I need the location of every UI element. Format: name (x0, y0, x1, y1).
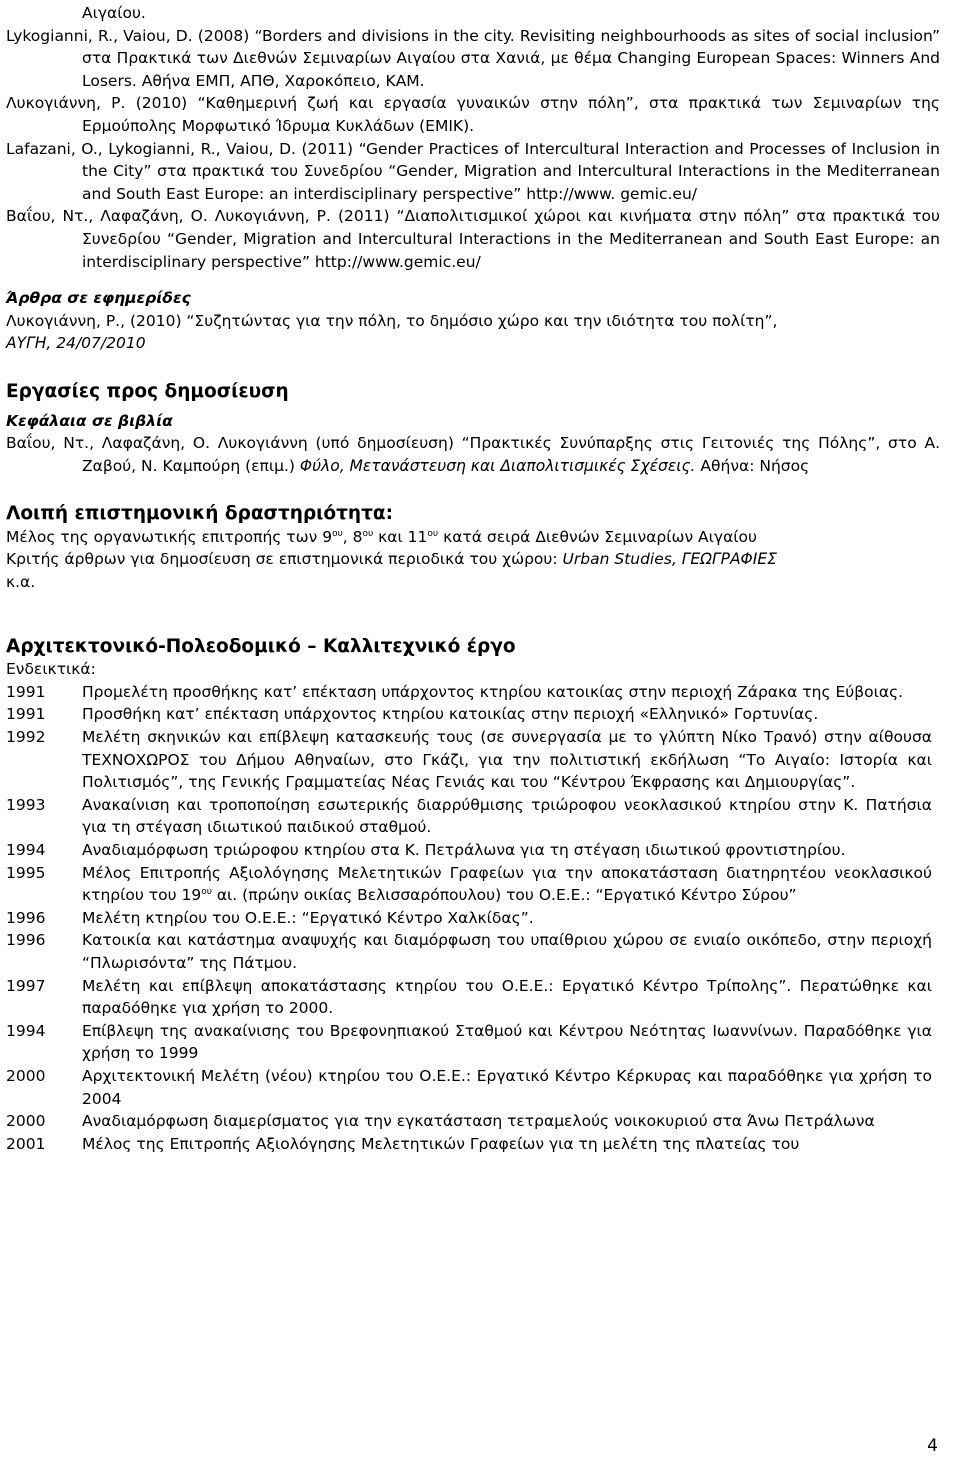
architecture-item-year: 1991 (6, 682, 46, 701)
architecture-item-text: Επίβλεψη της ανακαίνισης του Βρεφονηπιακού Σταθμού και Κέντρου Νεότητας Ιωαννίνων. Παραδόθηκε για χρήση το 1999 (82, 1021, 932, 1063)
architecture-item-text: Μέλος της Επιτροπής Αξιολόγησης Μελετητικών Γραφείων για τη μελέτη της πλατείας του (82, 1134, 800, 1153)
document-body (0, 2, 940, 1155)
architecture-item (0, 703, 940, 726)
architecture-item-year: 1994 (6, 1021, 46, 1040)
architecture-item-text: Αρχιτεκτονική Μελέτη (νέου) κτηρίου του Ο.Ε.Ε.: Εργατικό Κέντρο Κέρκυρας και παραδόθηκε για χρήση το 2004 (82, 1066, 932, 1108)
forthcoming-entry-prefix: Βαΐου, Ντ., Λαφαζάνη, Ο. Λυκογιάννη (υπό δημοσίευση) “Πρακτικές Συνύπαρξης στις Γειτονιές της Πόλης”, στο Α. Ζαβού, Ν. Καμπούρη (επιμ.) (6, 434, 940, 475)
architecture-intro: Ενδεικτικά: (6, 660, 96, 679)
architecture-item-text: Αναδιαμόρφωση διαμερίσματος για την εγκατάσταση τετραμελούς νοικοκυριού στα Άνω Πετράλωνα (82, 1112, 875, 1131)
journal-names: Urban Studies, ΓΕΩΓΡΑΦΙΕΣ (562, 550, 777, 569)
section-heading-other-activity: Λοιπή επιστημονική δραστηριότητα: (6, 503, 393, 525)
architecture-item-year: 1991 (6, 705, 46, 724)
architecture-list (0, 681, 940, 1155)
forthcoming-entry-book: Φύλο, Μετανάστευση και Διαπολιτισμικές Σχέσεις. (299, 456, 696, 475)
architecture-item-year: 2001 (6, 1134, 46, 1153)
forthcoming-entry (0, 432, 940, 477)
continued-line: Αιγαίου. (82, 4, 146, 22)
architecture-item-text: Ανακαίνιση και τροποποίηση εσωτερικής διαρρύθμισης τριώροφου νεοκλασικού κτηρίου στην Κ. Πατήσια για τη στέγαση ιδιωτικού παιδικού σταθμού. (82, 795, 932, 837)
section-heading-architecture: Αρχιτεκτονικό-Πολεοδομικό – Καλλιτεχνικό έργο (6, 635, 516, 657)
section-heading-forthcoming: Εργασίες προς δημοσίευση (6, 380, 289, 402)
architecture-item (0, 726, 940, 794)
architecture-item-text: Προμελέτη προσθήκης κατ’ επέκταση υπάρχοντος κτηρίου κατοικίας στην περιοχή Ζάρακα της Εύβοιας. (82, 682, 904, 701)
other-activity-line-2: Κριτής άρθρων για δημοσίευση σε επιστημονικά περιοδικά του χώρου: Urban Studies, ΓΕΩΓΡΑΦΙΕΣ (6, 550, 777, 569)
architecture-item-year: 1993 (6, 795, 46, 814)
reference-lykogianni-2008: Lykogianni, R., Vaiou, D. (2008) “Borders and divisions in the city. Revisiting neighbourhoods as sites of social inclusion” στα Πρακτικά των Διεθνών Σεμιναρίων Αιγαίου στα Χανιά, με θέμα Changing European Spaces: Winners And Losers. Αθήνα ΕΜΠ, ΑΠΘ, Χαροκόπειο, ΚΑΜ. (6, 26, 940, 90)
architecture-item-year: 1996 (6, 931, 46, 950)
architecture-item-text: Μέλος Επιτροπής Αξιολόγησης Μελετητικών Γραφείων για την αποκατάσταση διατηρητέου νεοκλασικού κτηρίου του $19^{o\upsilon}$ αι. (πρώην οικίας Βελισσαρόπουλου) του Ο.Ε.Ε.: “Εργατικό Κέντρο Σύρου” (82, 863, 932, 905)
other-activity-line-3: κ.α. (6, 573, 36, 592)
architecture-item-year: 1995 (6, 863, 46, 882)
architecture-item (0, 862, 940, 907)
reference-lafazani-2011: Lafazani, O., Lykogianni, R., Vaiou, D. (2011) “Gender Practices of Intercultural Interaction and Processes of Inclusion in the City” στα πρακτικά του Συνεδρίου “Gender, Migration and Intercultural Interactions in the Mediterranean and South East Europe: an interdisciplinary perspective” http://www. gemic.eu/ (6, 139, 940, 203)
architecture-item-text: Αναδιαμόρφωση τριώροφου κτηρίου στα Κ. Πετράλωνα για τη στέγαση ιδιωτικού φροντιστηρίου. (82, 841, 846, 859)
architecture-item (0, 929, 940, 974)
reference-lykogianni-2010: Λυκογιάννη, Ρ. (2010) “Καθημερινή ζωή και εργασία γυναικών στην πόλη”, στα πρακτικά των Σεμιναρίων της Ερμούπολης Μορφωτικό Ίδρυμα Κυκλάδων (ΕΜΙΚ). (6, 94, 940, 135)
architecture-item-year: 1994 (6, 841, 46, 859)
page-number: 4 (927, 1436, 938, 1456)
architecture-item-text: Μελέτη σκηνικών και επίβλεψη κατασκευής τους (σε συνεργασία με το γλύπτη Νίκο Τρανό) στην αίθουσα ΤΕΧΝΟΧΩΡΟΣ του Δήμου Αθηναίων, στο Γκάζι, για την πολιτιστική εκδήλωση “Το Αιγαίο: Ιστορία και Πολιτισμός”, της Γενικής Γραμματείας Νέας Γενιάς και του “Κέντρου Έκφρασης και Δημιουργίας”. (82, 728, 932, 792)
architecture-item-year: 2000 (6, 1112, 46, 1131)
architecture-item-year: 1992 (6, 728, 46, 747)
article-entry (0, 310, 940, 355)
architecture-item-text: Μελέτη κτηρίου του Ο.Ε.Ε.: “Εργατικό Κέντρο Χαλκίδας”. (82, 908, 534, 927)
architecture-item-year: 2000 (6, 1066, 46, 1085)
architecture-item (0, 1065, 940, 1110)
subheading-book-chapters: Κεφάλαια σε βιβλία (6, 411, 173, 430)
architecture-item (0, 1110, 940, 1133)
architecture-item (0, 975, 940, 1020)
other-activity-line-1: Μέλος της οργανωτικής επιτροπής των $9^{o\upsilon}$, $8^{o\upsilon}$ και $11^{o\upsilon}$ κατά σειρά Διεθνών Σεμιναρίων Αιγαίου (6, 527, 757, 546)
architecture-item (0, 681, 940, 704)
architecture-item-text: Προσθήκη κατ’ επέκταση υπάρχοντος κτηρίου κατοικίας στην περιοχή «Ελληνικό» Γορτυνίας. (82, 705, 819, 724)
architecture-item (0, 1133, 940, 1156)
architecture-item-text: Μελέτη και επίβλεψη αποκατάστασης κτηρίου του Ο.Ε.Ε.: Εργατικό Κέντρο Τρίπολης”. Περατώθηκε και παραδόθηκε για χρήση το 2000. (82, 976, 932, 1018)
architecture-item-text: Κατοικία και κατάστημα αναψυχής και διαμόρφωση του υπαίθριου χώρου σε ενιαίο οικόπεδο, στην περιοχή “Πλωρισόντα” της Πάτμου. (82, 931, 932, 972)
article-entry-source: ΑΥΓΗ, 24/07/2010 (6, 334, 146, 353)
article-entry-main: Λυκογιάννη, Ρ., (2010) “Συζητώντας για την πόλη, το δημόσιο χώρο και την ιδιότητα του πολίτη”, (6, 311, 778, 330)
architecture-item (0, 839, 940, 862)
reference-vaiou-2011: Βαΐου, Ντ., Λαφαζάνη, Ο. Λυκογιάννη, Ρ. (2011) “Διαπολιτισμικοί χώροι και κινήματα στην πόλη” στα πρακτικά του Συνεδρίου “Gender, Migration and Intercultural Interactions in the Mediterranean and South East Europe: an interdisciplinary perspective” http://www.gemic.eu/ (6, 207, 940, 271)
architecture-item-year: 1996 (6, 908, 46, 927)
architecture-item-year: 1997 (6, 976, 46, 995)
section-heading-newspaper-articles: Άρθρα σε εφημερίδες (6, 289, 191, 308)
architecture-item (0, 1020, 940, 1065)
architecture-item (0, 907, 940, 930)
forthcoming-entry-suffix: Αθήνα: Νήσος (695, 456, 810, 475)
architecture-item (0, 794, 940, 839)
